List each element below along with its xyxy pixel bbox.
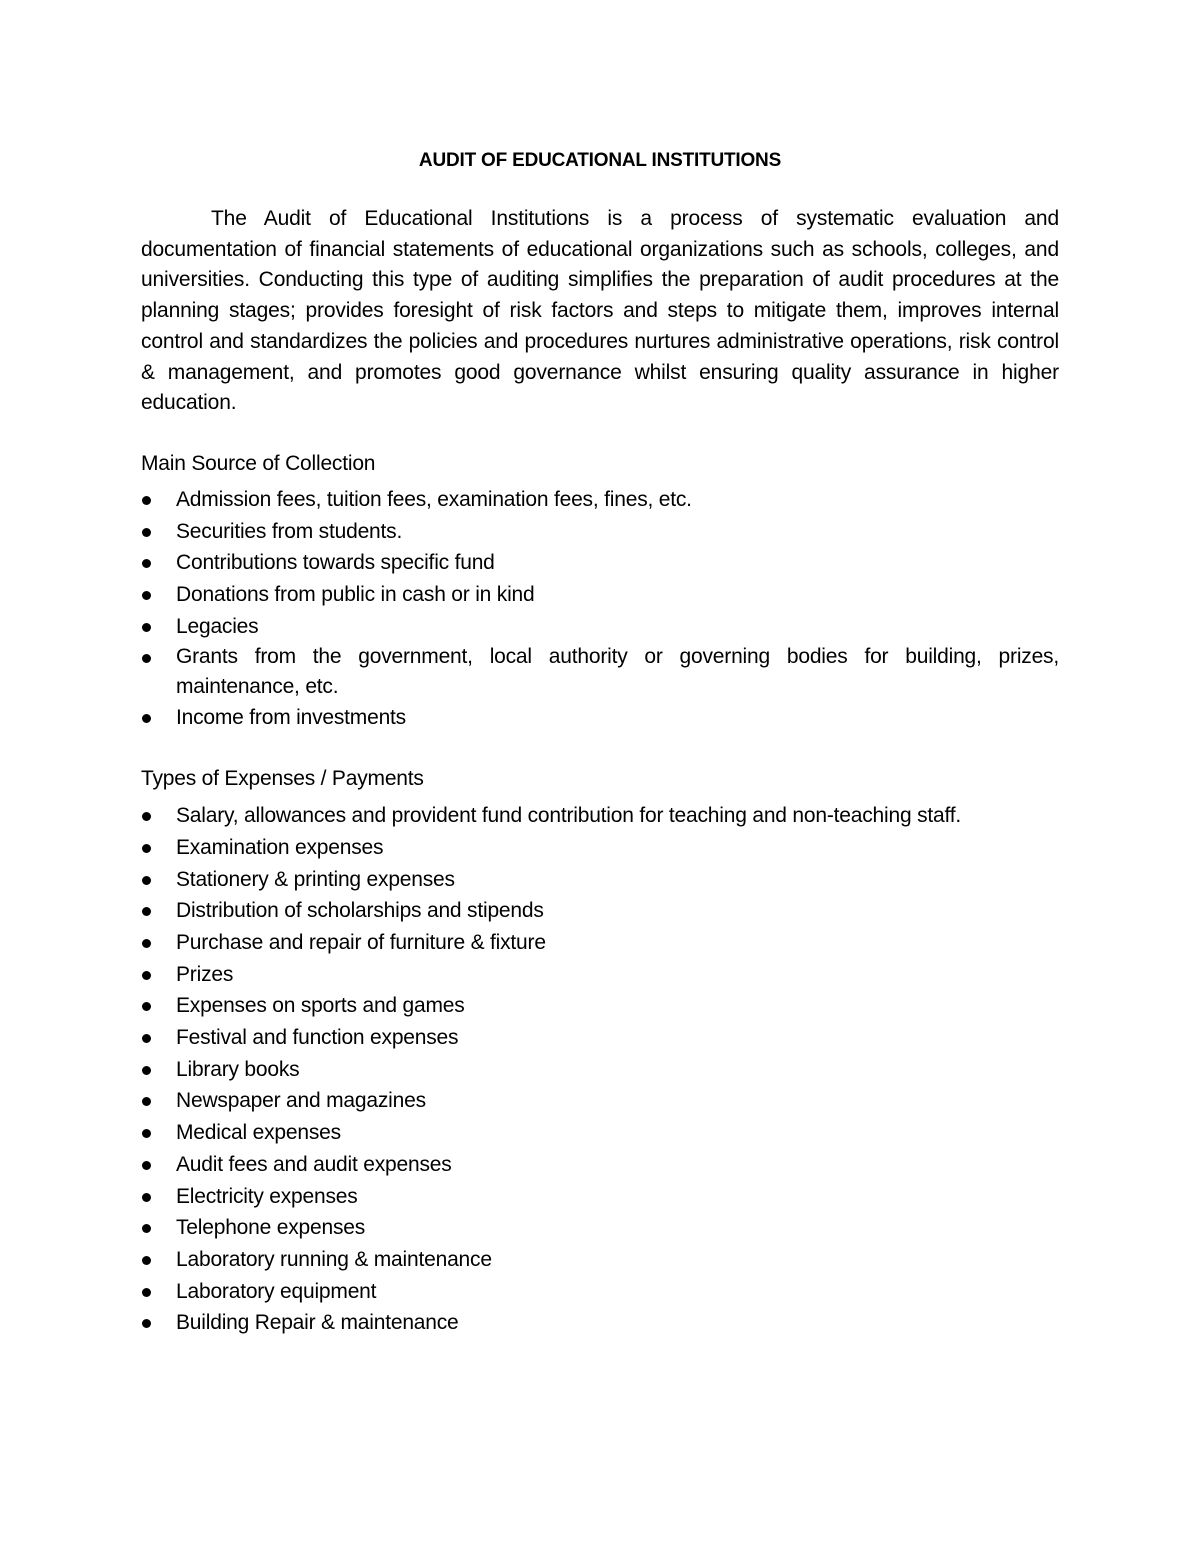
list-item-text: Securities from students. [176, 519, 403, 543]
list-item [141, 990, 1059, 1022]
expenses-list [141, 800, 1059, 1339]
bullet-icon [142, 907, 151, 916]
list-item [141, 547, 1059, 579]
bullet-icon [142, 844, 151, 853]
bullet-icon [142, 1034, 151, 1043]
list-item [141, 1085, 1059, 1117]
list-item-text: Newspaper and magazines [176, 1089, 426, 1113]
bullet-icon [142, 876, 151, 885]
list-item [141, 864, 1059, 896]
collection-list [141, 484, 1059, 734]
bullet-icon [142, 1066, 151, 1075]
list-item [141, 516, 1059, 548]
list-item [141, 1022, 1059, 1054]
list-item [141, 702, 1059, 734]
expenses-heading: Types of Expenses / Payments [141, 767, 424, 791]
list-item-text: Distribution of scholarships and stipends [176, 899, 544, 923]
list-item-text: Income from investments [176, 706, 406, 730]
bullet-icon [142, 1097, 151, 1106]
bullet-icon [142, 1161, 151, 1170]
list-item-text: Grants from the government, local authority or governing bodies for building, prizes, maintenance, etc. [176, 645, 1059, 699]
document-body [141, 146, 1059, 1339]
bullet-icon [142, 1288, 151, 1297]
list-item [141, 800, 1059, 832]
intro-paragraph: The Audit of Educational Institutions is a process of systematic evaluation and documentation of financial statements of educational organizations such as schools, colleges, and universities. Conducting this type of auditing simplifies the preparation of audit procedures at the planning stages; provides foresight of risk factors and steps to mitigate them, improves internal control and standardizes the policies and procedures nurtures administrative operations, risk control & management, and promotes good governance whilst ensuring quality assurance in higher education. [141, 207, 1059, 415]
list-item [141, 895, 1059, 927]
bullet-icon [142, 654, 151, 663]
list-item-text: Laboratory running & maintenance [176, 1247, 492, 1271]
list-item-text: Telephone expenses [176, 1216, 366, 1240]
list-item-text: Electricity expenses [176, 1184, 358, 1208]
list-item-text: Salary, allowances and provident fund contribution for teaching and non-teaching staff. [176, 804, 962, 828]
list-item [141, 1307, 1059, 1339]
list-item-text: Library books [176, 1057, 300, 1081]
list-item-text: Admission fees, tuition fees, examination fees, fines, etc. [176, 487, 692, 511]
list-item [141, 1212, 1059, 1244]
list-item [141, 1244, 1059, 1276]
bullet-icon [142, 591, 151, 600]
list-item-text: Festival and function expenses [176, 1026, 459, 1050]
bullet-icon [142, 1256, 151, 1265]
list-item [141, 959, 1059, 991]
bullet-icon [142, 496, 151, 505]
list-item-text: Audit fees and audit expenses [176, 1152, 452, 1176]
list-item-text: Building Repair & maintenance [176, 1311, 459, 1335]
bullet-icon [142, 1002, 151, 1011]
document-title: AUDIT OF EDUCATIONAL INSTITUTIONS [418, 150, 782, 171]
bullet-icon [142, 528, 151, 537]
list-item-text: Legacies [176, 614, 259, 638]
list-item [141, 927, 1059, 959]
list-item-text: Examination expenses [176, 835, 384, 859]
list-item-text: Donations from public in cash or in kind [176, 583, 535, 607]
list-item [141, 1054, 1059, 1086]
list-item-text: Contributions towards specific fund [176, 551, 495, 575]
list-item [141, 642, 1059, 702]
bullet-icon [142, 1224, 151, 1233]
list-item [141, 484, 1059, 516]
list-item [141, 611, 1059, 643]
list-item-text: Stationery & printing expenses [176, 867, 455, 891]
list-item-text: Prizes [176, 962, 234, 986]
list-item [141, 832, 1059, 864]
bullet-icon [142, 1319, 151, 1328]
list-item-text: Laboratory equipment [176, 1279, 377, 1303]
list-item [141, 579, 1059, 611]
bullet-icon [142, 971, 151, 980]
list-item-text: Expenses on sports and games [176, 994, 465, 1018]
bullet-icon [142, 714, 151, 723]
collection-heading: Main Source of Collection [141, 451, 376, 475]
bullet-icon [142, 1193, 151, 1202]
list-item [141, 1117, 1059, 1149]
list-item-text: Medical expenses [176, 1121, 341, 1145]
bullet-icon [142, 559, 151, 568]
list-item [141, 1276, 1059, 1308]
bullet-icon [142, 1129, 151, 1138]
bullet-icon [142, 623, 151, 632]
bullet-icon [142, 939, 151, 948]
list-item [141, 1181, 1059, 1213]
list-item-text: Purchase and repair of furniture & fixture [176, 930, 546, 954]
bullet-icon [142, 812, 151, 821]
list-item [141, 1149, 1059, 1181]
